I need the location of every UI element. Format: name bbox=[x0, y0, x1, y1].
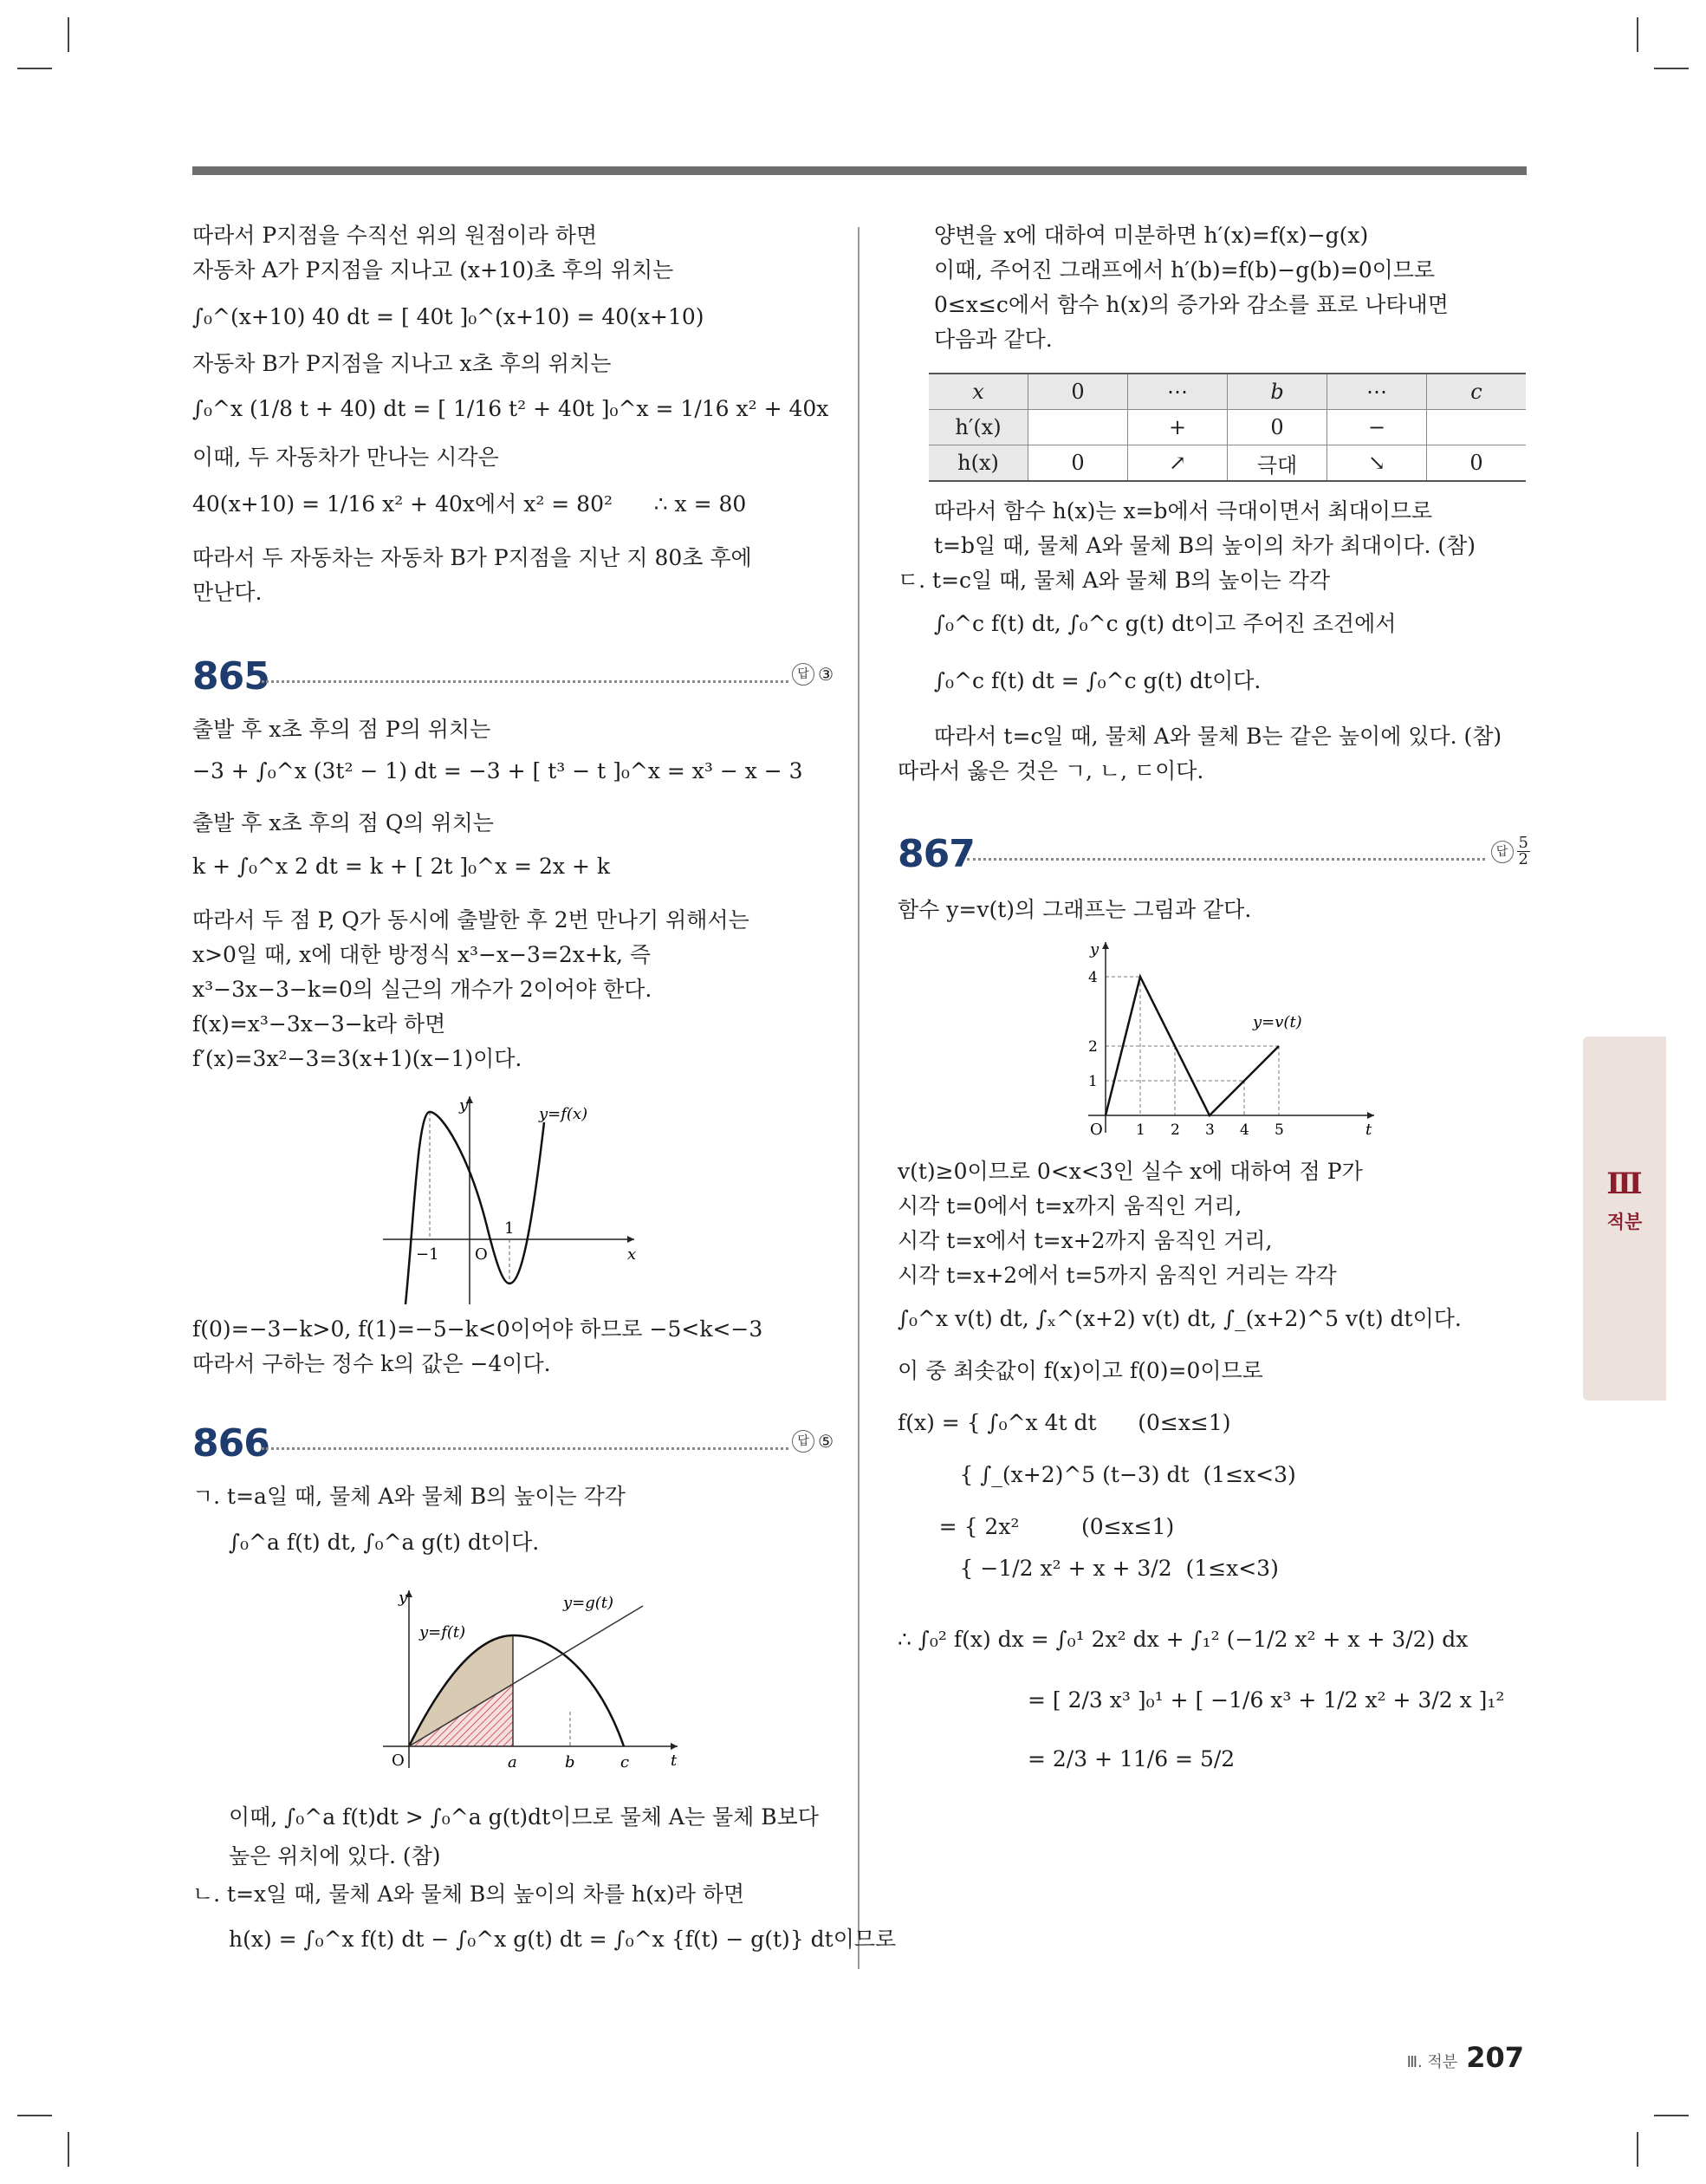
equation-line: ∴ ∫₀² f(x) dx = ∫₀¹ 2x² dx + ∫₁² (−1/2 x² + x + 3/2) dx bbox=[898, 1627, 1469, 1652]
graph-fx bbox=[374, 1088, 652, 1313]
table-cell: ↘ bbox=[1327, 445, 1427, 482]
increase-decrease-table bbox=[929, 373, 1526, 482]
dotted-leader bbox=[967, 858, 1485, 861]
text-line: 출발 후 x초 후의 점 P의 위치는 bbox=[192, 717, 491, 742]
problem-number: 867 bbox=[898, 832, 975, 876]
table-cell: 0 bbox=[1427, 445, 1527, 482]
table-cell: h′(x) bbox=[929, 410, 1028, 445]
x-tick-label: 5 bbox=[1275, 1121, 1284, 1139]
table-cell: 0 bbox=[1028, 445, 1128, 482]
text-line: 양변을 x에 대하여 미분하면 h′(x)=f(x)−g(x) bbox=[934, 223, 1369, 248]
t-axis-label: t bbox=[1365, 1121, 1372, 1139]
curve-f-label: y=f(t) bbox=[419, 1623, 466, 1641]
answer-numerator: 5 bbox=[1518, 834, 1528, 852]
text-line: 시각 t=0에서 t=x까지 움직인 거리, bbox=[898, 1193, 1242, 1219]
chapter-roman: Ⅲ bbox=[1606, 1167, 1643, 1201]
text-line: ㄱ. t=a일 때, 물체 A와 물체 B의 높이는 각각 bbox=[192, 1484, 626, 1509]
crop-mark bbox=[1637, 2132, 1638, 2167]
table-cell: c bbox=[1427, 374, 1527, 410]
chapter-tab bbox=[1583, 1037, 1666, 1401]
answer-label: 답 bbox=[792, 1430, 814, 1453]
table-cell: 극대 bbox=[1228, 445, 1327, 482]
table-cell: b bbox=[1228, 374, 1327, 410]
answer-value: ⑤ bbox=[818, 1431, 834, 1452]
page-footer bbox=[1407, 2041, 1524, 2074]
table-cell: ⋯ bbox=[1128, 374, 1228, 410]
crop-mark bbox=[17, 68, 52, 69]
text-line: 다음과 같다. bbox=[934, 327, 1053, 352]
equation-line: h(x) = ∫₀^x f(t) dt − ∫₀^x g(t) dt = ∫₀^x {f(t) − g(t)} dt이므로 bbox=[229, 1927, 897, 1952]
graph-vt bbox=[1071, 933, 1383, 1141]
curve-label: y=f(x) bbox=[539, 1105, 588, 1123]
text-line: 따라서 구하는 정수 k의 값은 −4이다. bbox=[192, 1351, 551, 1376]
x-axis-arrow bbox=[627, 1236, 634, 1243]
text-line: 이 중 최솟값이 f(x)이고 f(0)=0이므로 bbox=[898, 1358, 1263, 1383]
equation-line: ∫₀^x (1/8 t + 40) dt = [ 1/16 t² + 40t ]₀^x = 1/16 x² + 40x bbox=[192, 396, 829, 421]
curve-label: y=v(t) bbox=[1253, 1013, 1302, 1031]
curve-fx bbox=[405, 1112, 544, 1304]
crop-mark bbox=[17, 2115, 52, 2116]
text-line: 시각 t=x에서 t=x+2까지 움직인 거리, bbox=[898, 1228, 1273, 1253]
table-row bbox=[929, 445, 1526, 482]
equation-line: { ∫_(x+2)^5 (t−3) dt (1≤x<3) bbox=[898, 1462, 1296, 1487]
text-line: x³−3x−3−k=0의 실근의 개수가 2이어야 한다. bbox=[192, 977, 652, 1002]
problem-number: 866 bbox=[192, 1421, 269, 1466]
crop-mark bbox=[68, 17, 69, 52]
answer-value: ③ bbox=[818, 664, 834, 685]
text-line: v(t)≥0이므로 0<x<3인 실수 x에 대하여 점 P가 bbox=[898, 1159, 1363, 1184]
text-line: 출발 후 x초 후의 점 Q의 위치는 bbox=[192, 810, 494, 835]
crop-mark bbox=[1637, 17, 1638, 52]
text-line: 따라서 옳은 것은 ㄱ, ㄴ, ㄷ이다. bbox=[898, 758, 1204, 783]
table-cell bbox=[1427, 410, 1527, 445]
table-cell: − bbox=[1327, 410, 1427, 445]
equation-line: = { 2x² (0≤x≤1) bbox=[898, 1514, 1175, 1539]
dotted-leader bbox=[262, 680, 788, 683]
crop-mark bbox=[68, 2132, 69, 2167]
problem-header-866 bbox=[192, 1421, 834, 1473]
text-line: 이때, ∫₀^a f(t)dt > ∫₀^a g(t)dt이므로 물체 A는 물체 B보다 bbox=[229, 1804, 819, 1830]
line-g-label: y=g(t) bbox=[563, 1594, 614, 1612]
equation-line: 40(x+10) = 1/16 x² + 40x에서 x² = 80² ∴ x = 80 bbox=[192, 491, 747, 517]
table-cell: h(x) bbox=[929, 445, 1028, 482]
equation-line: ∫₀^c f(t) dt, ∫₀^c g(t) dt이고 주어진 조건에서 bbox=[934, 611, 1397, 636]
answer-denominator: 2 bbox=[1518, 850, 1528, 868]
text-line: 0≤x≤c에서 함수 h(x)의 증가와 감소를 표로 나타내면 bbox=[934, 292, 1449, 317]
text-line: ㄴ. t=x일 때, 물체 A와 물체 B의 높이의 차를 h(x)라 하면 bbox=[192, 1882, 745, 1907]
equation-line: ∫₀^x v(t) dt, ∫ₓ^(x+2) v(t) dt, ∫_(x+2)^5 v(t) dt이다. bbox=[898, 1306, 1462, 1331]
page-number: 207 bbox=[1466, 2041, 1524, 2074]
dotted-leader bbox=[262, 1447, 788, 1450]
header-rule bbox=[192, 166, 1527, 175]
tick-a: a bbox=[508, 1753, 517, 1771]
grid-guides bbox=[1106, 977, 1279, 1115]
x-axis-label: x bbox=[627, 1245, 637, 1264]
crop-mark bbox=[1654, 68, 1689, 69]
text-line: 함수 y=v(t)의 그래프는 그림과 같다. bbox=[898, 897, 1252, 922]
equation-line: ∫₀^a f(t) dt, ∫₀^a g(t) dt이다. bbox=[229, 1530, 540, 1555]
text-line: 따라서 t=c일 때, 물체 A와 물체 B는 같은 높이에 있다. (참) bbox=[934, 724, 1502, 749]
text-line: 자동차 A가 P지점을 지나고 (x+10)초 후의 위치는 bbox=[192, 257, 674, 283]
chapter-label: 적분 bbox=[1606, 1212, 1643, 1232]
text-line: 자동차 B가 P지점을 지나고 x초 후의 위치는 bbox=[192, 351, 612, 376]
equation-line: f(x) = { ∫₀^x 4t dt (0≤x≤1) bbox=[898, 1410, 1231, 1435]
tick-c: c bbox=[620, 1753, 630, 1771]
equation-line: = 2/3 + 11/6 = 5/2 bbox=[1028, 1746, 1236, 1771]
t-axis-arrow bbox=[1367, 1112, 1374, 1119]
y-axis-label: y bbox=[459, 1096, 469, 1115]
text-line: 따라서 두 점 P, Q가 동시에 출발한 후 2번 만나기 위해서는 bbox=[192, 907, 749, 933]
text-line: x>0일 때, x에 대한 방정식 x³−x−3=2x+k, 즉 bbox=[192, 942, 652, 967]
table-cell: ↗ bbox=[1128, 445, 1228, 482]
text-line: 시각 t=x+2에서 t=5까지 움직인 거리는 각각 bbox=[898, 1263, 1337, 1288]
equation-line: { −1/2 x² + x + 3/2 (1≤x<3) bbox=[898, 1556, 1279, 1581]
t-axis-arrow bbox=[671, 1743, 678, 1750]
table-cell: x bbox=[929, 374, 1028, 410]
y-axis-label: y bbox=[1090, 940, 1099, 959]
text-line: 따라서 함수 h(x)는 x=b에서 극대이면서 최대이므로 bbox=[934, 498, 1433, 523]
origin-label: O bbox=[475, 1245, 488, 1264]
text-line: 이때, 주어진 그래프에서 h′(b)=f(b)−g(b)=0이므로 bbox=[934, 257, 1436, 283]
y-axis-label: y bbox=[399, 1589, 408, 1607]
answer-label: 답 bbox=[1491, 841, 1514, 863]
answer-box bbox=[792, 663, 834, 686]
column-divider bbox=[858, 227, 859, 1969]
equation-line: = [ 2/3 x³ ]₀¹ + [ −1/6 x³ + 1/2 x² + 3/2 x ]₁² bbox=[1028, 1687, 1505, 1713]
answer-box bbox=[1491, 835, 1530, 868]
answer-label: 답 bbox=[792, 663, 814, 686]
y-tick-label: 4 bbox=[1088, 969, 1098, 986]
equation-line: −3 + ∫₀^x (3t² − 1) dt = −3 + [ t³ − t ]₀^x = x³ − x − 3 bbox=[192, 758, 803, 783]
equation-line: ∫₀^(x+10) 40 dt = [ 40t ]₀^(x+10) = 40(x+10) bbox=[192, 304, 704, 329]
text-line: f(0)=−3−k>0, f(1)=−5−k<0이어야 하므로 −5<k<−3 bbox=[192, 1316, 763, 1342]
tick-label: −1 bbox=[416, 1245, 439, 1264]
text-line: ㄷ. t=c일 때, 물체 A와 물체 B의 높이는 각각 bbox=[898, 568, 1330, 593]
answer-fraction bbox=[1517, 835, 1530, 868]
answer-box bbox=[792, 1430, 834, 1453]
table-row bbox=[929, 374, 1526, 410]
text-line: 이때, 두 자동차가 만나는 시각은 bbox=[192, 445, 499, 470]
x-tick-label: 4 bbox=[1240, 1121, 1249, 1139]
equation-line: k + ∫₀^x 2 dt = k + [ 2t ]₀^x = 2x + k bbox=[192, 854, 611, 879]
text-line: 만난다. bbox=[192, 580, 263, 605]
origin-label: O bbox=[1090, 1121, 1103, 1139]
text-line: 따라서 두 자동차는 자동차 B가 P지점을 지난 지 80초 후에 bbox=[192, 545, 752, 570]
x-tick-label: 2 bbox=[1171, 1121, 1180, 1139]
table-cell: + bbox=[1128, 410, 1228, 445]
tick-label: 1 bbox=[504, 1219, 515, 1238]
x-tick-label: 1 bbox=[1136, 1121, 1145, 1139]
table-cell: 0 bbox=[1228, 410, 1327, 445]
tick-b: b bbox=[565, 1753, 575, 1771]
footer-section: Ⅲ. 적분 bbox=[1406, 2053, 1458, 2071]
table-cell: ⋯ bbox=[1327, 374, 1427, 410]
text-line: f(x)=x³−3x−3−k라 하면 bbox=[192, 1011, 446, 1037]
t-axis-label: t bbox=[671, 1752, 678, 1770]
origin-label: O bbox=[392, 1752, 405, 1770]
y-tick-label: 1 bbox=[1088, 1073, 1098, 1090]
text-line: t=b일 때, 물체 A와 물체 B의 높이의 차가 최대이다. (참) bbox=[934, 533, 1476, 558]
y-tick-label: 2 bbox=[1088, 1038, 1098, 1056]
tick-labels bbox=[1088, 969, 1284, 1139]
problem-header-865 bbox=[192, 654, 834, 706]
graph-ft-gt bbox=[366, 1582, 695, 1781]
problem-header-867 bbox=[898, 832, 1530, 884]
x-tick-label: 3 bbox=[1205, 1121, 1215, 1139]
text-line: 높은 위치에 있다. (참) bbox=[229, 1843, 441, 1869]
text-line: 따라서 P지점을 수직선 위의 원점이라 하면 bbox=[192, 223, 598, 248]
text-line: f′(x)=3x²−3=3(x+1)(x−1)이다. bbox=[192, 1046, 522, 1071]
y-axis-arrow bbox=[1102, 942, 1109, 949]
equation-line: ∫₀^c f(t) dt = ∫₀^c g(t) dt이다. bbox=[934, 668, 1262, 693]
table-cell: 0 bbox=[1028, 374, 1128, 410]
problem-number: 865 bbox=[192, 654, 269, 699]
table-row bbox=[929, 410, 1526, 445]
crop-mark bbox=[1654, 2115, 1689, 2116]
table-cell bbox=[1028, 410, 1128, 445]
